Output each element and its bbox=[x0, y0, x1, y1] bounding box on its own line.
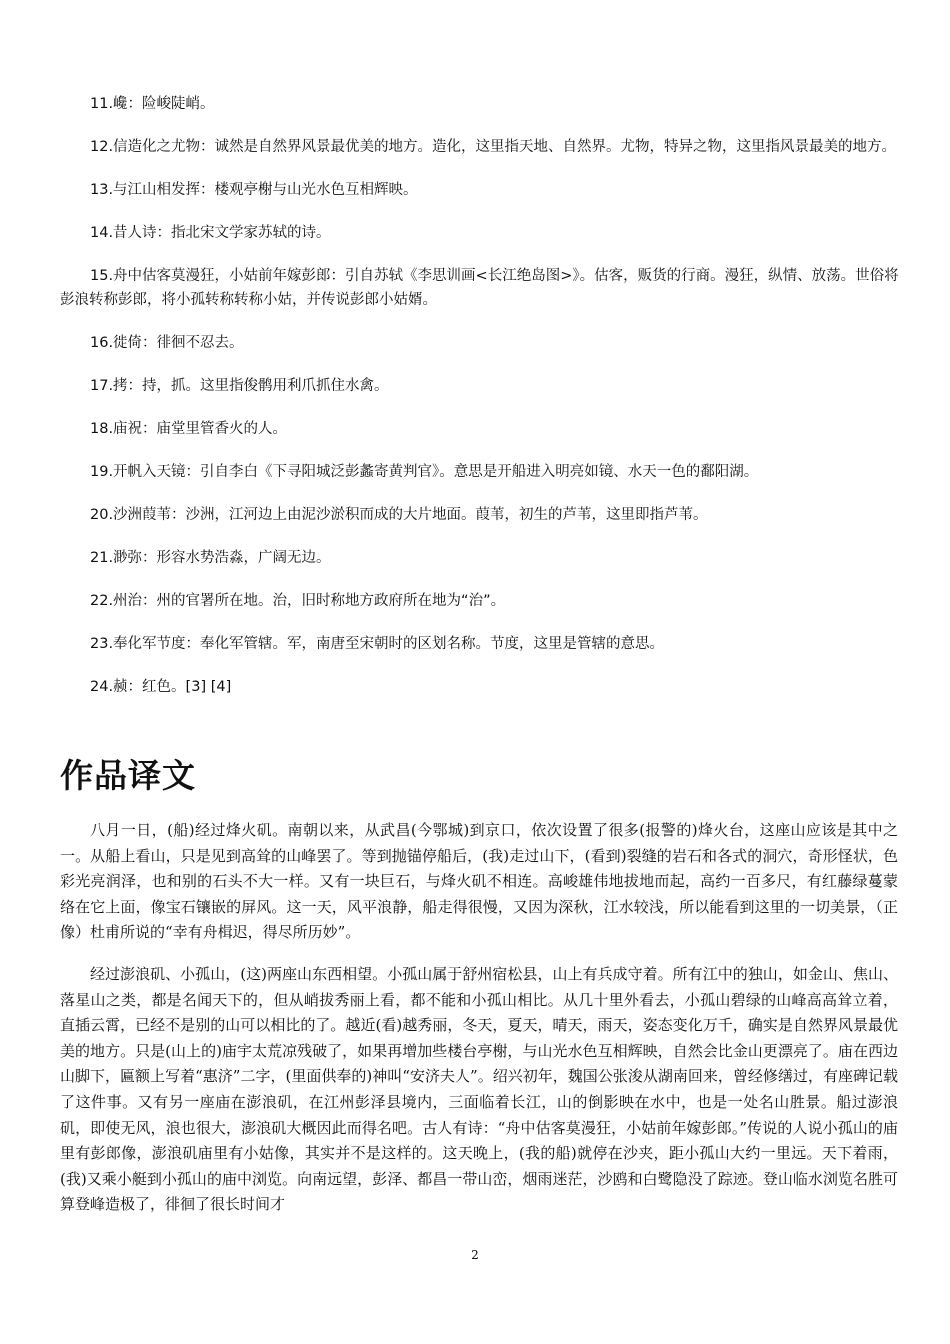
section-heading: 作品译文 bbox=[60, 756, 196, 795]
note-item: 23.奉化军节度：奉化军管辖。军，南唐至宋朝时的区划名称。节度，这里是管辖的意思。 bbox=[90, 636, 665, 652]
note-item: 13.与江山相发挥：楼观亭榭与山光水色互相辉映。 bbox=[90, 182, 418, 198]
note-item: 24.赪：红色。[3] [4] bbox=[90, 679, 232, 695]
note-item: 19.开帆入天镜：引自李白《下寻阳城泛彭蠡寄黄判官》。意思是开船进入明亮如镜、水天一色的鄱阳湖。 bbox=[90, 464, 759, 480]
note-item: 20.沙洲葭苇：沙洲，江河边上由泥沙淤积而成的大片地面。葭苇，初生的芦苇，这里即指芦苇。 bbox=[90, 507, 708, 523]
note-item: 11.巉：险峻陡峭。 bbox=[90, 96, 215, 112]
note-item: 12.信造化之尤物：诚然是自然界风景最优美的地方。造化，这里指天地、自然界。尤物，特异之物，这里指风景最美的地方。 bbox=[90, 139, 897, 155]
note-item: 18.庙祝：庙堂里管香火的人。 bbox=[90, 421, 288, 437]
annotation-notes-list bbox=[60, 92, 900, 718]
note-item: 22.州治：州的官署所在地。治，旧时称地方政府所在地为“治”。 bbox=[90, 593, 506, 609]
note-item: 15.舟中估客莫漫狂，小姑前年嫁彭郎：引自苏轼《李思训画<长江绝岛图>》。估客，贩货的行商。漫狂，纵情、放荡。世俗将彭浪转称彭郎，将小孤转称转称小姑，并传说彭郎小姑婿。 bbox=[60, 268, 899, 308]
page-number: 2 bbox=[471, 1248, 479, 1262]
note-item: 16.徙倚：徘徊不忍去。 bbox=[90, 335, 244, 351]
note-item: 14.昔人诗：指北宋文学家苏轼的诗。 bbox=[90, 225, 331, 241]
translation-body bbox=[60, 818, 898, 1234]
note-item: 17.拷：持，抓。这里指俊鹘用利爪抓住水禽。 bbox=[90, 378, 389, 394]
translation-paragraph: 八月一日，(船)经过烽火矶。南朝以来，从武昌(今鄂城)到京口，依次设置了很多(报警的)烽火台，这座山应该是其中之一。从船上看山，只是见到高耸的山峰罢了。等到抛锚停船后，(我)走过山下，(看到)裂缝的岩石和各式的洞穴，奇形怪状，色彩光亮润泽，也和别的石头不大一样。又有一块巨石，与烽火矶不相连。高峻雄伟地拔地而起，高约一百多尺，有红藤绿蔓蒙络在它上面，像宝石镶嵌的屏风。这一天，风平浪静，船走得很慢，又因为深秋，江水较浅，所以能看到这里的一切美景，（正像）杜甫所说的“幸有舟楫迟，得尽所历妙”。 bbox=[60, 821, 898, 942]
note-item: 21.渺弥：形容水势浩淼，广阔无边。 bbox=[90, 550, 331, 566]
translation-paragraph: 经过澎浪矶、小孤山，(这)两座山东西相望。小孤山属于舒州宿松县，山上有兵成守着。所有江中的独山，如金山、焦山、落星山之类，都是名闻天下的，但从峭拔秀丽上看，都不能和小孤山相比。从几十里外看去，小孤山碧绿的山峰高高耸立着，直插云霄，已经不是别的山可以相比的了。越近(看)越秀丽，冬天，夏天，晴天，雨天，姿态变化万千，确实是自然界风景最优美的地方。只是(山上的)庙宇太荒凉残破了，如果再增加些楼台亭榭，与山光水色互相辉映，自然会比金山更漂亮了。庙在西边山脚下，匾额上写着“惠济”二字，(里面供奉的)神叫“安济夫人”。绍兴初年，魏国公张浚从湖南回来，曾经修缮过，有座碑记载了这件事。又有另一座庙在澎浪矶，在江州彭泽县境内，三面临着长江，山的倒影映在水中，也是一处名山胜景。船过澎浪矶，即使无风，浪也很大，澎浪矶大概因此而得名吧。古人有诗：“舟中估客莫漫狂，小姑前年嫁彭郎。”传说的人说小孤山的庙里有彭郎像，澎浪矶庙里有小姑像，其实并不是这样的。这天晚上，(我的船)就停在沙夹，距小孤山大约一里远。天下着雨，(我)又乘小艇到小孤山的庙中浏览。向南远望，彭泽、都昌一带山峦，烟雨迷茫，沙鸥和白鹭隐没了踪迹。登山临水浏览名胜可算登峰造极了，徘徊了很长时间才 bbox=[60, 964, 898, 1214]
